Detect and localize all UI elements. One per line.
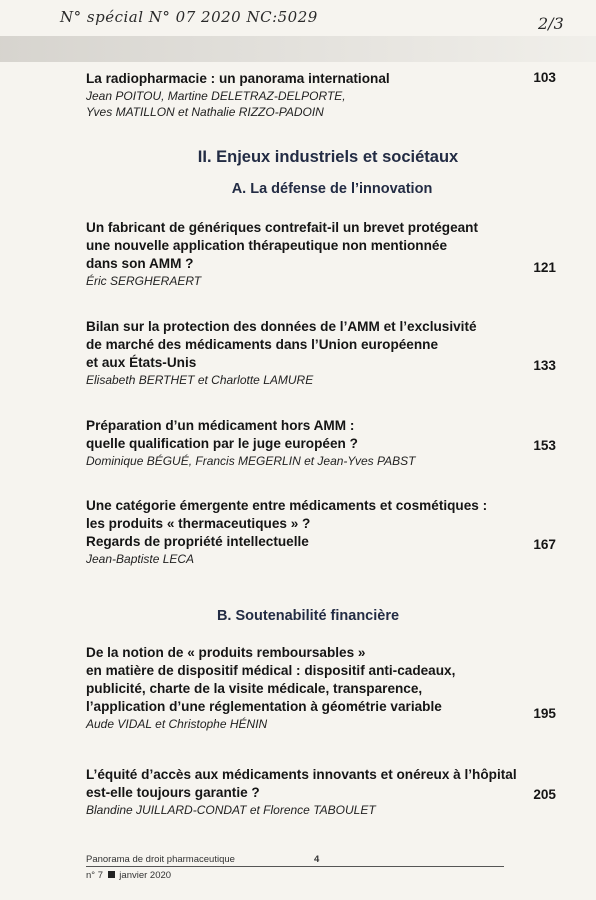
handwritten-annotation: N° spécial N° 07 2020 NC:5029 [60, 8, 318, 26]
entry-title-line: Une catégorie émergente entre médicaments et cosmétiques : [86, 498, 488, 513]
entry-title-line: les produits « thermaceutiques » ? [86, 516, 311, 531]
entry-title-line: l’application d’une réglementation à géométrie variable [86, 699, 442, 714]
entry-title [86, 766, 556, 802]
entry-authors [86, 372, 556, 388]
bleed-through-band [0, 36, 596, 62]
entry-title [86, 219, 556, 273]
entry-title [86, 644, 556, 716]
entry-title-line: Bilan sur la protection des données de l’AMM et l’exclusivité [86, 319, 477, 334]
section-heading: II. Enjeux industriels et sociétaux [197, 148, 459, 166]
entry-page-number[interactable]: 205 [533, 787, 556, 802]
entry-page-number[interactable]: 103 [533, 70, 556, 85]
entry-authors [86, 88, 556, 120]
footer-journal-name: Panorama de droit pharmaceutique [86, 854, 235, 865]
entry-title [86, 497, 556, 551]
entry-authors [86, 802, 556, 818]
entry-authors [86, 453, 556, 469]
entry-title-line: dans son AMM ? [86, 256, 194, 271]
entry-title-line: Un fabricant de génériques contrefait-il un brevet protégeant [86, 220, 479, 235]
entry-title-line: de marché des médicaments dans l’Union européenne [86, 337, 439, 352]
entry-title-line: L’équité d’accès aux médicaments innovants et onéreux à l’hôpital [86, 767, 517, 782]
entry-authors-line: Yves MATILLON et Nathalie RIZZO-PADOIN [86, 105, 324, 119]
entry-title-line: publicité, charte de la visite médicale, transparence, [86, 681, 423, 696]
entry-authors-line: Blandine JUILLARD-CONDAT et Florence TABOULET [86, 803, 376, 817]
footer-page-number: 4 [314, 854, 320, 865]
entry-title-line: en matière de dispositif médical : dispositif anti-cadeaux, [86, 663, 456, 678]
entry-authors [86, 273, 556, 289]
entry-authors-line: Éric SERGHERAERT [86, 274, 202, 288]
entry-title-line: et aux États-Unis [86, 355, 197, 370]
subsection-heading-b: B. Soutenabilité financière [216, 608, 400, 624]
square-bullet-icon [108, 871, 115, 878]
toc-entry[interactable] [86, 219, 556, 289]
toc-entry[interactable] [86, 70, 556, 120]
entry-authors-line: Aude VIDAL et Christophe HÉNIN [86, 717, 268, 731]
footer-issue-number: n° 7 [86, 870, 104, 881]
toc-entry[interactable] [86, 318, 556, 388]
entry-authors [86, 551, 556, 567]
entry-authors-line: Elisabeth BERTHET et Charlotte LAMURE [86, 373, 314, 387]
entry-title-line: est-elle toujours garantie ? [86, 785, 260, 800]
entry-title-line: De la notion de « produits remboursables » [86, 645, 366, 660]
entry-page-number[interactable]: 195 [533, 706, 556, 721]
entry-title-line: Regards de propriété intellectuelle [86, 534, 309, 549]
entry-title [86, 417, 556, 453]
toc-entry[interactable] [86, 497, 556, 567]
subsection-heading-a: A. La défense de l’innovation [231, 181, 433, 197]
footer-issue [86, 870, 171, 881]
entry-page-number[interactable]: 167 [533, 537, 556, 552]
entry-page-number[interactable]: 153 [533, 438, 556, 453]
entry-title-line: La radiopharmacie : un panorama international [86, 71, 390, 86]
toc-entry[interactable] [86, 644, 556, 732]
entry-authors-line: Jean POITOU, Martine DELETRAZ-DELPORTE, [86, 89, 346, 103]
entry-title-line: Préparation d’un médicament hors AMM : [86, 418, 355, 433]
entry-page-number[interactable]: 133 [533, 358, 556, 373]
entry-authors-line: Dominique BÉGUÉ, Francis MEGERLIN et Jean-Yves PABST [86, 454, 416, 468]
handwritten-page-fraction: 2/3 [538, 14, 564, 33]
entry-authors [86, 716, 556, 732]
entry-authors-line: Jean-Baptiste LECA [86, 552, 195, 566]
toc-entry[interactable] [86, 417, 556, 469]
footer-rule [86, 866, 504, 867]
toc-entry[interactable] [86, 766, 556, 818]
entry-title-line: quelle qualification par le juge européen ? [86, 436, 358, 451]
entry-title [86, 70, 556, 88]
footer-issue-date: janvier 2020 [119, 870, 172, 881]
entry-title-line: une nouvelle application thérapeutique non mentionnée [86, 238, 448, 253]
entry-title [86, 318, 556, 372]
entry-page-number[interactable]: 121 [533, 260, 556, 275]
